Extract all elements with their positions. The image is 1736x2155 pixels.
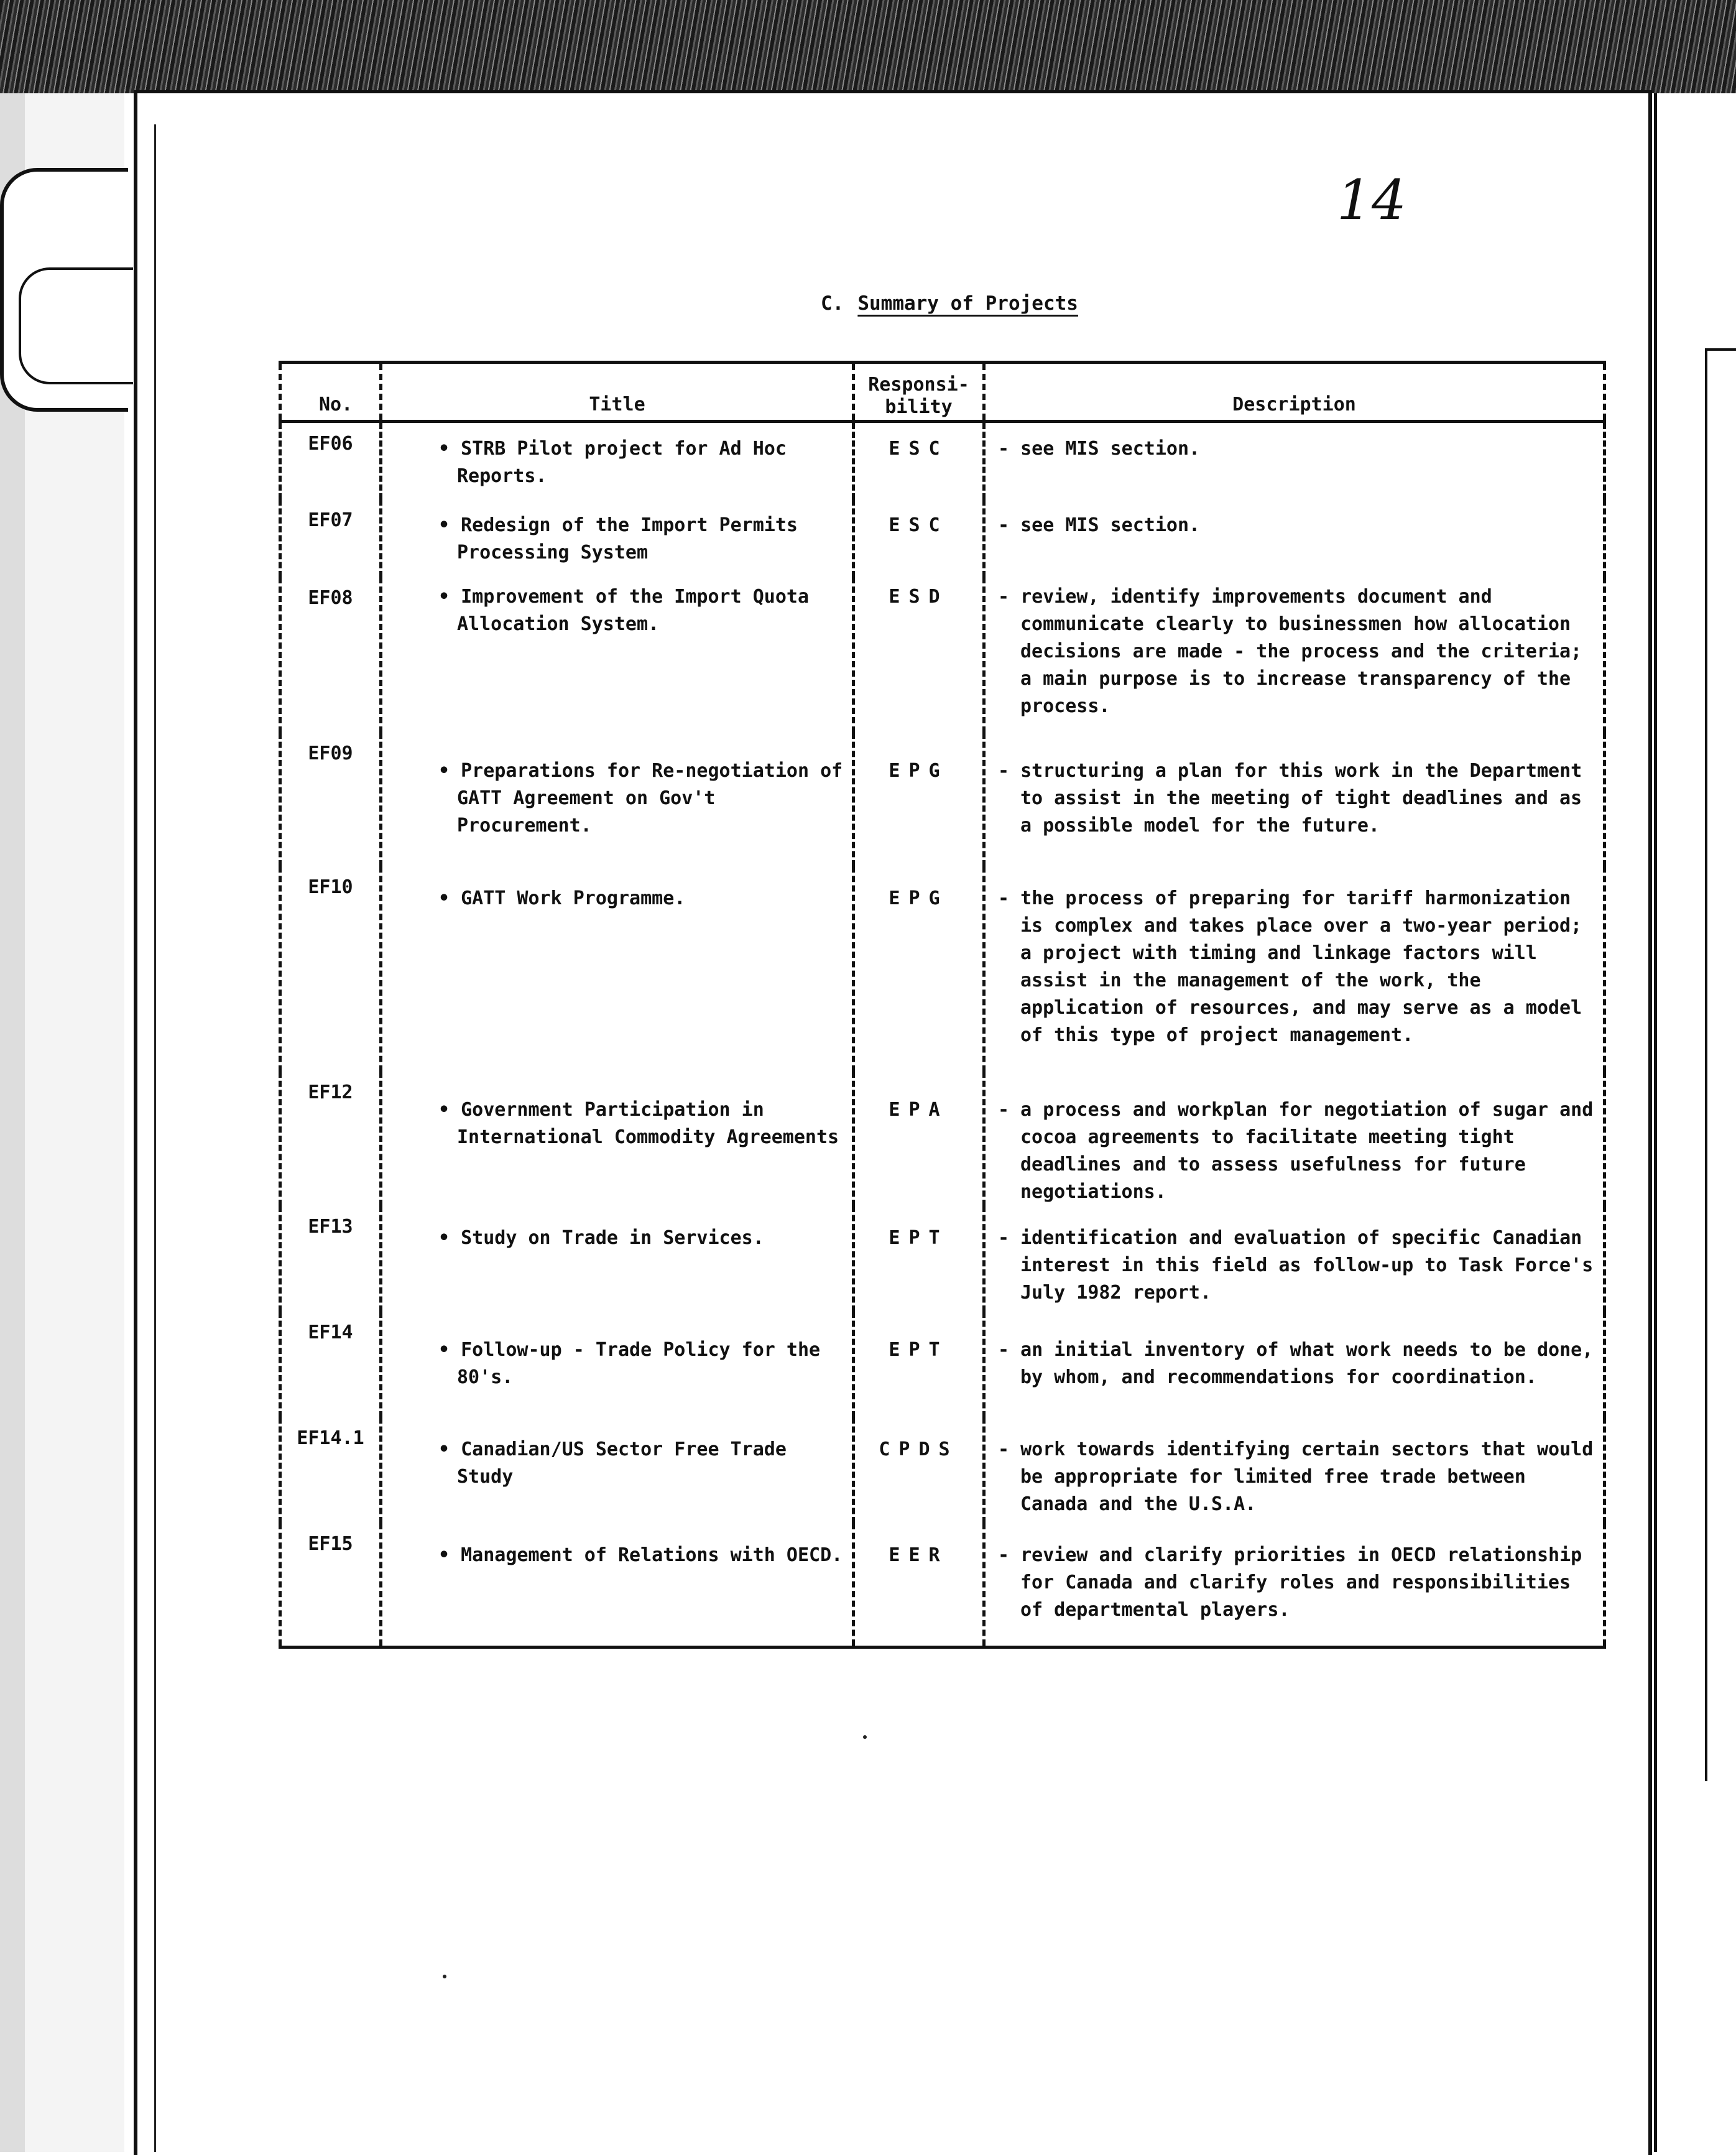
scan-speck xyxy=(443,1975,446,1978)
project-title xyxy=(381,499,854,577)
project-responsibility: EPG xyxy=(854,866,984,1072)
project-title xyxy=(381,1417,854,1523)
project-description xyxy=(984,1523,1605,1648)
project-description-text: - see MIS section. xyxy=(998,514,1201,536)
project-title xyxy=(381,422,854,499)
next-page-border xyxy=(1705,348,1736,1781)
project-title-text: • Preparations for Re-negotiation of GATT Agreement on Gov't Procurement. xyxy=(438,759,843,837)
header-description: Description xyxy=(984,363,1605,422)
project-title-text: • Follow-up - Trade Policy for the 80's. xyxy=(438,1338,821,1388)
project-description-text: - an initial inventory of what work needs to be done, by whom, and recommendations for coordination. xyxy=(998,1338,1594,1388)
project-title-text: • Canadian/US Sector Free Trade Study xyxy=(438,1438,787,1488)
project-title-text: • Improvement of the Import Quota Allocation System. xyxy=(438,585,810,635)
table-row xyxy=(280,866,1605,1072)
project-number: EF13 xyxy=(280,1206,381,1312)
project-number: EF09 xyxy=(280,733,381,866)
project-responsibility: EPT xyxy=(854,1206,984,1312)
project-description xyxy=(984,1312,1605,1417)
project-title xyxy=(381,1072,854,1206)
table-row xyxy=(280,1417,1605,1523)
table-row xyxy=(280,577,1605,733)
project-responsibility: EER xyxy=(854,1523,984,1648)
project-title xyxy=(381,577,854,733)
project-responsibility: EPA xyxy=(854,1072,984,1206)
project-number: EF15 xyxy=(280,1523,381,1648)
table-row xyxy=(280,1072,1605,1206)
page-margin-line xyxy=(154,124,156,2152)
project-description-text: - see MIS section. xyxy=(998,438,1201,460)
project-number: EF12 xyxy=(280,1072,381,1206)
scan-top-shadow xyxy=(0,0,1736,93)
table-row xyxy=(280,422,1605,499)
project-title xyxy=(381,1206,854,1312)
project-number: EF08 xyxy=(280,577,381,733)
project-number: EF07 xyxy=(280,499,381,577)
table-row xyxy=(280,1312,1605,1417)
header-title: Title xyxy=(381,363,854,422)
project-title-text: • Management of Relations with OECD. xyxy=(438,1544,843,1566)
project-title-text: • GATT Work Programme. xyxy=(438,887,686,909)
project-title-text: • Government Participation in International Commodity Agreements xyxy=(438,1098,839,1148)
project-title-text: • STRB Pilot project for Ad Hoc Reports. xyxy=(438,438,787,487)
project-description xyxy=(984,1206,1605,1312)
project-description-text: - work towards identifying certain sectors that would be appropriate for limited free trade between Canada and the U.S.A. xyxy=(998,1438,1594,1515)
table-row xyxy=(280,1523,1605,1648)
project-description-text: - review and clarify priorities in OECD relationship for Canada and clarify roles and responsibilities of departmental players. xyxy=(998,1544,1582,1621)
section-letter: C. xyxy=(821,292,844,315)
table-header-row xyxy=(280,363,1605,422)
project-responsibility: ESD xyxy=(854,577,984,733)
project-number: EF06 xyxy=(280,422,381,499)
table-row xyxy=(280,1206,1605,1312)
project-title xyxy=(381,1523,854,1648)
table-row xyxy=(280,499,1605,577)
project-description-text: - identification and evaluation of specific Canadian interest in this field as follow-up to Task Force's July 1982 report. xyxy=(998,1226,1594,1304)
project-description-text: - structuring a plan for this work in the Department to assist in the meeting of tight deadlines and as a possible model for the future. xyxy=(998,759,1582,837)
binder-tab-inner xyxy=(19,267,133,384)
project-number: EF10 xyxy=(280,866,381,1072)
table-row xyxy=(280,733,1605,866)
project-description xyxy=(984,577,1605,733)
project-description-text: - a process and workplan for negotiation of sugar and cocoa agreements to facilitate meeting tight deadlines and to assess usefulness for future negotiations. xyxy=(998,1098,1594,1203)
project-description-text: - the process of preparing for tariff harmonization is complex and takes place over a two-year period; a project with timing and linkage factors will assist in the management of the work, the application of resources, and may serve as a model of this type of project management. xyxy=(998,887,1582,1046)
section-heading xyxy=(821,292,1078,315)
project-title-text: • Study on Trade in Services. xyxy=(438,1226,764,1249)
project-description xyxy=(984,1072,1605,1206)
project-description xyxy=(984,422,1605,499)
project-title xyxy=(381,866,854,1072)
project-description xyxy=(984,1417,1605,1523)
project-title-text: • Redesign of the Import Permits Processing System xyxy=(438,514,798,563)
project-responsibility: EPT xyxy=(854,1312,984,1417)
scan-speck xyxy=(863,1735,867,1739)
project-description-text: - review, identify improvements document and communicate clearly to businessmen how allocation decisions are made - the process and the criteria; a main purpose is to increase transparency of the process. xyxy=(998,585,1582,717)
header-no: No. xyxy=(280,363,381,422)
project-number: EF14 xyxy=(280,1312,381,1417)
project-responsibility: EPG xyxy=(854,733,984,866)
section-title: Summary of Projects xyxy=(857,292,1078,315)
project-number: EF14.1 xyxy=(280,1417,381,1523)
projects-table xyxy=(279,361,1606,1649)
project-responsibility: CPDS xyxy=(854,1417,984,1523)
table-body xyxy=(280,422,1605,1648)
project-responsibility: ESC xyxy=(854,422,984,499)
project-description xyxy=(984,866,1605,1072)
project-responsibility: ESC xyxy=(854,499,984,577)
project-title xyxy=(381,1312,854,1417)
header-responsibility: Responsi-bility xyxy=(854,363,984,422)
page-number: 14 xyxy=(1337,168,1406,232)
project-title xyxy=(381,733,854,866)
project-description xyxy=(984,733,1605,866)
project-description xyxy=(984,499,1605,577)
